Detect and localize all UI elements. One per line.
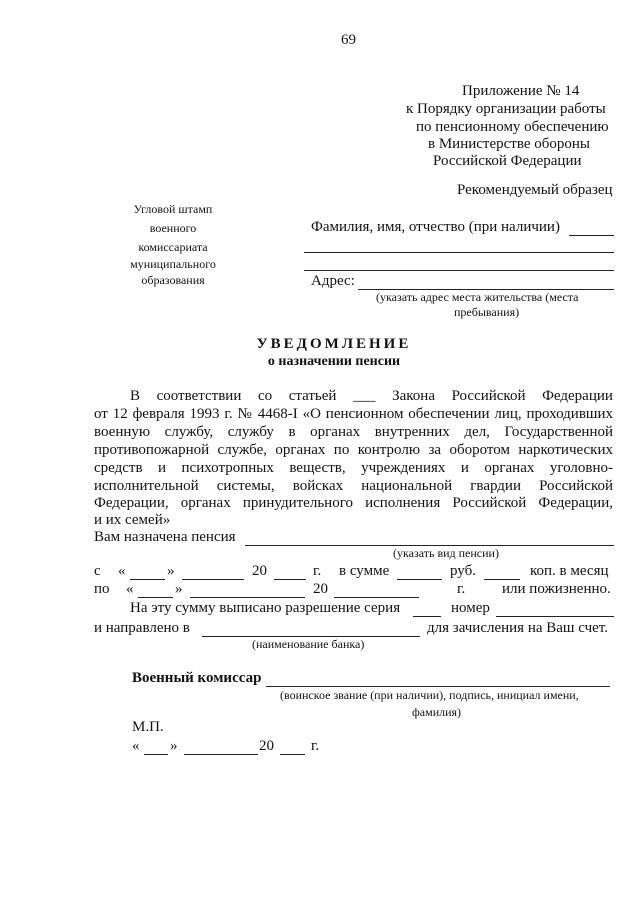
rub-line xyxy=(397,579,442,580)
from-year-prefix: 20 xyxy=(252,563,267,579)
to-year-suffix: г. xyxy=(457,581,466,597)
signature-hint-line-1: (воинское звание (при наличии), подпись, инициал имени, xyxy=(280,688,579,702)
stamp-line-3: комиссариата xyxy=(138,240,208,254)
document-subtitle: о назначении пенсии xyxy=(267,354,401,369)
to-year-line xyxy=(334,597,419,598)
commissar-signature-line xyxy=(266,686,610,687)
address-hint-line-2: пребывания) xyxy=(454,305,520,319)
appendix-line-3: по пенсионному обеспечению xyxy=(416,119,609,135)
page-number: 69 xyxy=(341,32,356,48)
date-year-line xyxy=(280,754,305,755)
paragraph-line-6: исполнительной системы, войсках национальной гвардии Российской xyxy=(94,478,613,494)
appendix-line-4: в Министерстве обороны xyxy=(428,136,590,152)
commissar-label: Военный комиссар xyxy=(132,670,262,686)
in-sum-label: в сумме xyxy=(339,563,390,579)
number-label: номер xyxy=(451,600,490,616)
paragraph-line-5: средств и психотропных веществ, учреждениях и органах уголовно- xyxy=(94,460,613,476)
from-quote-open: « xyxy=(118,563,126,579)
fio-label: Фамилия, имя, отчество (при наличии) xyxy=(311,219,560,235)
appendix-line-5: Российской Федерации xyxy=(433,153,582,169)
from-label: с xyxy=(94,563,101,579)
paragraph-word: В xyxy=(130,388,141,404)
stamp-line-5: образования xyxy=(141,273,205,287)
recommended-sample: Рекомендуемый образец xyxy=(457,182,613,198)
appendix-line-2: к Порядку организации работы xyxy=(406,101,606,117)
from-year-suffix: г. xyxy=(313,563,322,579)
address-label: Адрес: xyxy=(311,273,355,289)
permit-series-line xyxy=(413,616,441,617)
paragraph-line-4: противопожарной службе, органах по контролю за оборотом наркотических xyxy=(94,442,613,458)
bank-hint: (наименование банка) xyxy=(252,637,365,651)
or-lifetime-label: или пожизненно. xyxy=(502,581,611,597)
for-credit-label: для зачисления на Ваш счет. xyxy=(427,620,608,636)
paragraph-word: статьей xyxy=(288,388,337,404)
stamp-line-1: Угловой штамп xyxy=(133,202,213,216)
address-hint-line-1: (указать адрес места жительства (места xyxy=(376,290,579,304)
sent-to-label: и направлено в xyxy=(94,620,190,636)
paragraph-word: Федерации xyxy=(542,388,613,404)
fio-line-3 xyxy=(304,270,614,271)
to-label: по xyxy=(94,581,110,597)
date-year-prefix: 20 xyxy=(259,738,274,754)
paragraph-line-1 xyxy=(130,388,613,405)
from-quote-close: » xyxy=(167,563,175,579)
paragraph-line-3: военную службу, службу в органах внутренних дел, Государственной xyxy=(94,424,613,440)
seal-place-label: М.П. xyxy=(132,719,164,735)
from-month-line xyxy=(182,579,244,580)
paragraph-word: со xyxy=(257,388,273,404)
to-quote-close: » xyxy=(175,581,183,597)
paragraph-word: соответствии xyxy=(156,388,242,404)
paragraph-line-2: от 12 февраля 1993 г. № 4468-I «О пенсионном обеспечении лиц, проходивших xyxy=(94,406,613,422)
appendix-line-1: Приложение № 14 xyxy=(462,83,580,99)
signature-hint-line-2: фамилия) xyxy=(412,705,462,719)
paragraph-word: ___ xyxy=(353,388,376,404)
permit-number-line xyxy=(496,616,614,617)
paragraph-line-7: Федерации, органах принудительного исполнения Российской Федерации, xyxy=(94,495,613,511)
from-day-line xyxy=(130,579,165,580)
date-quote-open: « xyxy=(132,738,140,754)
to-month-line xyxy=(190,597,305,598)
permit-label: На эту сумму выписано разрешение серия xyxy=(130,600,401,616)
date-year-suffix: г. xyxy=(311,738,320,754)
pension-label: Вам назначена пенсия xyxy=(94,529,236,545)
paragraph-word: Российской xyxy=(451,388,526,404)
date-day-line xyxy=(144,754,168,755)
kop-label: коп. в месяц xyxy=(530,563,609,579)
to-quote-open: « xyxy=(126,581,134,597)
stamp-line-4: муниципального xyxy=(130,257,216,271)
paragraph-line-8: и их семей» xyxy=(94,512,171,528)
to-year-prefix: 20 xyxy=(313,581,328,597)
paragraph-word: Закона xyxy=(392,388,435,404)
to-day-line xyxy=(138,597,173,598)
from-year-line xyxy=(274,579,306,580)
fio-line-end xyxy=(569,235,614,236)
document-title: УВЕДОМЛЕНИЕ xyxy=(256,336,412,352)
date-quote-close: » xyxy=(170,738,178,754)
kop-line xyxy=(484,579,520,580)
fio-line-2 xyxy=(304,252,614,253)
pension-hint: (указать вид пенсии) xyxy=(393,546,499,560)
date-month-line xyxy=(184,754,258,755)
rub-label: руб. xyxy=(450,563,476,579)
stamp-line-2: военного xyxy=(149,221,197,235)
